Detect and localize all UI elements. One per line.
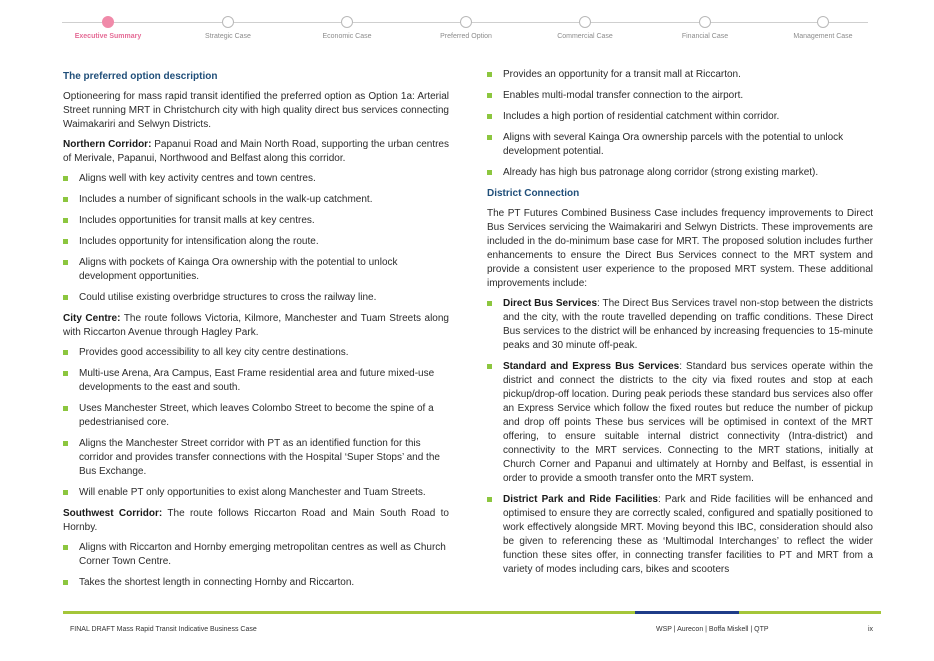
southwest-corridor-bullets-continued — [487, 68, 873, 180]
list-item-text: Aligns with several Kainga Ora ownership parcels with the potential to unlock development potential. — [503, 132, 844, 157]
bullet-square-icon — [487, 170, 492, 175]
list-item — [487, 110, 873, 124]
list-item — [63, 541, 449, 569]
bullet-square-icon — [63, 260, 68, 265]
step-dot-icon — [341, 16, 353, 28]
list-item-text: Aligns with Riccarton and Hornby emerging metropolitan centres as well as Church Corner Town Centre. — [79, 542, 446, 567]
list-item — [63, 367, 449, 395]
nav-step-preferred-option[interactable] — [406, 14, 526, 40]
step-dot-icon — [579, 16, 591, 28]
nav-step-strategic-case[interactable] — [168, 14, 288, 40]
district-connection-paragraph: The PT Futures Combined Business Case includes frequency improvements to Direct Bus Services servicing the Waimakariri and Selwyn Districts. These improvements are included in the do-minimum base case for MRT. The proposed solution includes further enhancements to ensure the Direct Bus Services connect to the MRT system and provide a consistent user experience to the proposed MRT system. These additional improvements include: — [487, 208, 873, 289]
item-lead: District Park and Ride Facilities — [503, 494, 658, 505]
bullet-square-icon — [487, 93, 492, 98]
list-item-text: Aligns the Manchester Street corridor with PT as an identified function for this corridor and provides transfer connections with the Hospital ‘Super Stops’ and the Bus Exchange. — [79, 438, 440, 477]
nav-step-management-case[interactable] — [763, 14, 883, 40]
northern-corridor-bullets — [63, 172, 449, 305]
southwest-corridor-paragraph — [63, 507, 449, 535]
list-item — [63, 576, 449, 590]
intro-paragraph: Optioneering for mass rapid transit identified the preferred option as Option 1a: Arterial Street running MRT in Christchurch city with high quality direct bus services connecting Waimakariri and Selwyn Districts. — [63, 91, 449, 130]
list-item-text: Enables multi-modal transfer connection to the airport. — [503, 90, 744, 101]
step-dot-icon — [699, 16, 711, 28]
northern-corridor-text: Papanui Road and Main North Road, supporting the urban centres of Merivale, Papanui, Northwood and Belfast along this corridor. — [63, 139, 449, 164]
list-item — [487, 89, 873, 103]
nav-step-label: Management Case — [793, 33, 853, 40]
bullet-square-icon — [487, 301, 492, 306]
list-item-text: Multi-use Arena, Ara Campus, East Frame residential area and future mixed-use developments to the east and south. — [79, 368, 435, 393]
footer-authors: WSP | Aurecon | Boffa Miskell | QTP — [656, 626, 769, 633]
list-item-text: Provides good accessibility to all key city centre destinations. — [79, 347, 349, 358]
list-item — [63, 235, 449, 249]
bullet-square-icon — [63, 176, 68, 181]
nav-step-label: Strategic Case — [205, 33, 251, 40]
northern-corridor-paragraph — [63, 138, 449, 166]
southwest-corridor-bullets — [63, 541, 449, 590]
right-column — [487, 68, 873, 584]
list-item — [63, 437, 449, 479]
footer-rule-accent — [635, 611, 739, 614]
nav-step-label: Financial Case — [681, 33, 729, 40]
list-item — [63, 256, 449, 284]
bullet-square-icon — [63, 490, 68, 495]
nav-step-executive-summary[interactable] — [48, 14, 168, 40]
southwest-corridor-lead: Southwest Corridor: — [63, 508, 163, 519]
list-item-text: Aligns with pockets of Kainga Ora ownership with the potential to unlock development opportunities. — [79, 257, 398, 282]
item-lead: Direct Bus Services — [503, 298, 598, 309]
list-item-text: Could utilise existing overbridge structures to cross the railway line. — [79, 292, 377, 303]
section-heading-preferred-option: The preferred option description — [63, 71, 218, 82]
bullet-square-icon — [63, 580, 68, 585]
nav-step-commercial-case[interactable] — [525, 14, 645, 40]
bullet-square-icon — [63, 371, 68, 376]
southwest-corridor-text: The route follows Riccarton Road and Main South Road to Hornby. — [63, 508, 449, 533]
item-lead: Standard and Express Bus Services — [503, 361, 680, 372]
bullet-square-icon — [487, 114, 492, 119]
bullet-square-icon — [63, 545, 68, 550]
footer-document-title: FINAL DRAFT Mass Rapid Transit Indicative Business Case — [70, 626, 257, 633]
step-dot-icon — [222, 16, 234, 28]
section-heading-district-connection: District Connection — [487, 188, 580, 199]
list-item — [63, 172, 449, 186]
city-centre-lead: City Centre: — [63, 313, 121, 324]
city-centre-paragraph — [63, 312, 449, 340]
list-item-text: Includes opportunities for transit malls at key centres. — [79, 215, 315, 226]
list-item — [63, 193, 449, 207]
nav-step-financial-case[interactable] — [645, 14, 765, 40]
list-item — [487, 166, 873, 180]
nav-step-label: Preferred Option — [440, 33, 492, 40]
nav-step-economic-case[interactable] — [287, 14, 407, 40]
list-item — [63, 291, 449, 305]
nav-step-label: Commercial Case — [557, 33, 613, 40]
list-item-text: Will enable PT only opportunities to exist along Manchester and Tuam Streets. — [79, 487, 426, 498]
item-text: : Park and Ride facilities will be enhanced and optimised to ensure they are correctly scaled, configured and spatially positioned to work effectively alongside MRT. Moving beyond this IBC, consideration should also be given to referencing these as ‘Multimodal Interchanges’ to reflect the wider function these sites offer, in connecting transfer facilities to PT and MRT from a variety of modes including cars, bikes and scooters — [503, 494, 873, 575]
city-centre-text: The route follows Victoria, Kilmore, Manchester and Tuam Streets along with Riccarton Avenue through Hagley Park. — [63, 313, 449, 338]
list-item — [487, 493, 873, 577]
list-item-text: Aligns well with key activity centres and town centres. — [79, 173, 316, 184]
page-number: ix — [868, 626, 874, 633]
step-dot-icon — [817, 16, 829, 28]
bullet-square-icon — [487, 364, 492, 369]
bullet-square-icon — [63, 406, 68, 411]
list-item-text: Takes the shortest length in connecting Hornby and Riccarton. — [79, 577, 355, 588]
bullet-square-icon — [63, 441, 68, 446]
list-item-text: Provides an opportunity for a transit mall at Riccarton. — [503, 69, 741, 80]
list-item-text: Uses Manchester Street, which leaves Colombo Street to become the spine of a pedestrianised core. — [79, 403, 434, 428]
list-item-text: Includes opportunity for intensification along the route. — [79, 236, 319, 247]
bullet-square-icon — [63, 295, 68, 300]
city-centre-bullets — [63, 346, 449, 500]
list-item — [63, 402, 449, 430]
active-step-dot-icon — [102, 16, 114, 28]
bullet-square-icon — [487, 72, 492, 77]
item-text: : The Direct Bus Services travel non-stop between the districts and the city, with the route travelled depending on traffic conditions. These Direct Bus services to the district will be enhanced by increasing frequencies to 15-minute peaks and 30 minute off-peak. — [503, 298, 873, 351]
bullet-square-icon — [63, 197, 68, 202]
list-item — [487, 68, 873, 82]
list-item — [63, 214, 449, 228]
item-text: : Standard bus services operate within the district and connect the districts to the city via fixed routes and stop at each pickup/drop-off location. During peak periods these standard bus services also offer an Express Service which follow the fixed routes but reduce the number of pickup and drop off points These bus services will be optimised in context of the MRT offering, to ensure suitable internal district connectivity (Intra-district) and connectivity to the MRT services. Connecting to the MRT stations, initially at Church Corner and Papanui and ultimately at Hornby and Belfast, is essential in order to provide a smooth transfer onto the MRT system. — [503, 361, 874, 484]
bullet-square-icon — [63, 239, 68, 244]
footer-rule — [63, 611, 881, 614]
list-item-text: Already has high bus patronage along corridor (strong existing market). — [503, 167, 819, 178]
step-dot-icon — [460, 16, 472, 28]
nav-step-label: Executive Summary — [74, 33, 142, 40]
list-item — [487, 360, 873, 486]
list-item — [63, 486, 449, 500]
list-item-text: Includes a high portion of residential catchment within corridor. — [503, 111, 780, 122]
bullet-square-icon — [63, 218, 68, 223]
section-progress-nav — [62, 14, 868, 48]
bullet-square-icon — [487, 135, 492, 140]
bullet-square-icon — [63, 350, 68, 355]
list-item-text: Includes a number of significant schools in the walk-up catchment. — [79, 194, 373, 205]
list-item — [487, 297, 873, 353]
left-column — [63, 68, 449, 597]
list-item — [487, 131, 873, 159]
northern-corridor-lead: Northern Corridor: — [63, 139, 152, 150]
bullet-square-icon — [487, 497, 492, 502]
list-item — [63, 346, 449, 360]
nav-step-label: Economic Case — [322, 33, 372, 40]
district-improvements-list — [487, 297, 873, 577]
